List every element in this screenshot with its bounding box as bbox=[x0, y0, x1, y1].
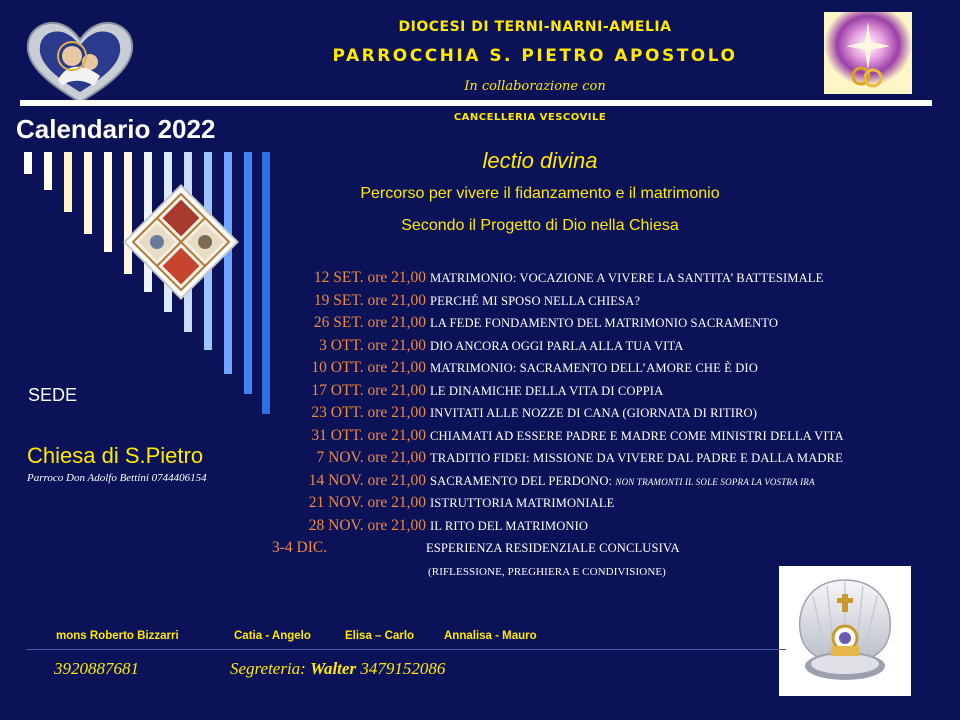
schedule-topic: TRADITIO FIDEI: MISSIONE DA VIVERE DAL PADRE E DALLA MADRE bbox=[430, 451, 843, 465]
decorative-bar bbox=[44, 152, 52, 190]
schedule-date: 7 NOV. ore 21,00 bbox=[316, 449, 426, 466]
schedule-date: 17 OTT. ore 21,00 bbox=[311, 381, 426, 399]
venue-label: SEDE bbox=[28, 385, 78, 405]
schedule-row bbox=[272, 269, 952, 292]
secretary-phone: 3479152086 bbox=[360, 659, 446, 678]
schedule-date: 21 NOV. ore 21,00 bbox=[308, 494, 426, 511]
schedule-date: 12 SET. ore 21,00 bbox=[313, 269, 426, 286]
crest-image bbox=[121, 182, 241, 302]
schedule-topic: MATRIMONIO: SACRAMENTO DELL’AMORE CHE È DIO bbox=[430, 361, 758, 375]
schedule-date: 31 OTT. ore 21,00 bbox=[311, 426, 426, 444]
secretary-name: Walter bbox=[310, 659, 357, 678]
contact-name: Elisa – Carlo bbox=[345, 630, 415, 642]
schedule-row bbox=[272, 337, 952, 360]
schedule-topic: IL RITO DEL MATRIMONIO bbox=[430, 518, 589, 533]
contact-name: Annalisa - Mauro bbox=[444, 630, 537, 642]
schedule-date: 28 NOV. ore 21,00 bbox=[308, 516, 426, 534]
header-divider bbox=[20, 100, 932, 106]
diocese-heading: DIOCESI DI TERNI-NARNI-AMELIA bbox=[398, 19, 672, 35]
decorative-bar bbox=[64, 152, 72, 212]
schedule-date: 3 OTT. ore 21,00 bbox=[319, 336, 426, 354]
schedule-date: 10 OTT. ore 21,00 bbox=[311, 359, 426, 376]
schedule-row bbox=[272, 382, 952, 405]
parish-heading: PARROCCHIA S. PIETRO APOSTOLO bbox=[332, 46, 738, 66]
heart-family-logo-icon bbox=[22, 18, 138, 106]
schedule-date: 3-4 DIC. bbox=[272, 539, 328, 556]
schedule-topic: INVITATI ALLE NOZZE DI CANA (GIORNATA DI RITIRO) bbox=[430, 406, 758, 420]
decorative-bar bbox=[244, 152, 252, 394]
contacts-names bbox=[56, 630, 537, 642]
schedule-topic: ISTRUTTORIA MATRIMONIALE bbox=[430, 496, 615, 510]
subtitle-line-2: Secondo il Progetto di Dio nella Chiesa bbox=[401, 217, 679, 234]
schedule-date: 14 NOV. ore 21,00 bbox=[308, 471, 426, 489]
venue-priest: Parroco Don Adolfo Bettini 0744406154 bbox=[27, 472, 207, 484]
schedule-row bbox=[272, 494, 952, 517]
footer-divider bbox=[26, 649, 786, 650]
schedule-topic: LE DINAMICHE DELLA VITA DI COPPIA bbox=[430, 383, 664, 398]
heraldic-crest-icon bbox=[121, 182, 241, 302]
schedule-row bbox=[272, 472, 952, 495]
schedule-date: 23 OTT. ore 21,00 bbox=[311, 404, 426, 421]
contact-phone: 3920887681 bbox=[54, 659, 139, 678]
secretary-label: Segreteria: bbox=[230, 659, 306, 678]
schedule-topic: SACRAMENTO DEL PERDONO: bbox=[430, 473, 613, 488]
schedule-note: NON TRAMONTI IL SOLE SOPRA LA VOSTRA IRA bbox=[615, 476, 815, 487]
schedule-row bbox=[272, 314, 952, 337]
schedule-row bbox=[272, 449, 952, 472]
schedule-topic: DIO ANCORA OGGI PARLA ALLA TUA VITA bbox=[430, 338, 684, 353]
shell-chalice-icon bbox=[779, 566, 911, 696]
shell-image bbox=[779, 566, 911, 696]
schedule-row bbox=[272, 427, 952, 450]
schedule-row bbox=[272, 539, 952, 562]
schedule-list bbox=[272, 269, 952, 584]
decorative-bar bbox=[104, 152, 112, 252]
schedule-topic-wrapper bbox=[430, 474, 815, 489]
schedule-row bbox=[272, 517, 952, 540]
schedule-topic: MATRIMONIO: VOCAZIONE A VIVERE LA SANTITA’ BATTESIMALE bbox=[430, 271, 824, 285]
contact-name: Catia - Angelo bbox=[234, 630, 311, 642]
star-rings-icon bbox=[824, 12, 912, 94]
schedule-row bbox=[272, 359, 952, 382]
collaboration-text: In collaborazione con bbox=[464, 79, 606, 94]
calendar-title: Calendario 2022 bbox=[16, 114, 216, 144]
secretary-line bbox=[230, 659, 445, 679]
decorative-bar bbox=[84, 152, 92, 234]
schedule-date: 26 SET. ore 21,00 bbox=[313, 314, 426, 331]
contact-name: mons Roberto Bizzarri bbox=[56, 630, 179, 642]
schedule-row bbox=[272, 404, 952, 427]
schedule-topic: LA FEDE FONDAMENTO DEL MATRIMONIO SACRAMENTO bbox=[430, 316, 779, 330]
schedule-topic: ESPERIENZA RESIDENZIALE CONCLUSIVA bbox=[426, 541, 680, 555]
star-rings-image bbox=[824, 12, 912, 94]
chancery-heading: CANCELLERIA VESCOVILE bbox=[453, 112, 607, 123]
schedule-topic: (RIFLESSIONE, PREGHIERA E CONDIVISIONE) bbox=[428, 565, 666, 578]
schedule-topic: PERCHÉ MI SPOSO NELLA CHIESA? bbox=[430, 293, 641, 308]
main-title: lectio divina bbox=[482, 148, 598, 173]
schedule-date: 19 SET. ore 21,00 bbox=[313, 291, 426, 309]
schedule-row bbox=[272, 292, 952, 315]
venue-church: Chiesa di S.Pietro bbox=[27, 443, 204, 468]
subtitle-line-1: Percorso per vivere il fidanzamento e il matrimonio bbox=[360, 185, 720, 202]
decorative-bar bbox=[24, 152, 32, 174]
schedule-topic: CHIAMATI AD ESSERE PADRE E MADRE COME MINISTRI DELLA VITA bbox=[430, 428, 844, 443]
